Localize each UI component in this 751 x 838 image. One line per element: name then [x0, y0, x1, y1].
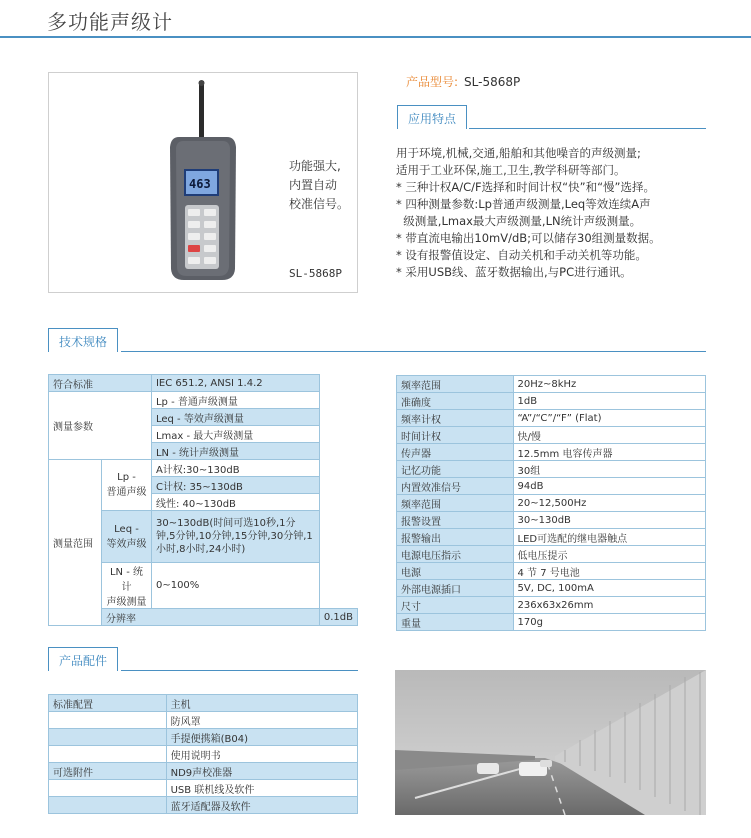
table-row [397, 597, 706, 614]
empty-cell [49, 746, 167, 763]
table-row [397, 461, 706, 478]
spec-label: 内置效准信号 [397, 478, 514, 495]
spec-label: 分辨率 [102, 609, 320, 626]
feature-line: * 采用USB线、蓝牙数据输出,与PC进行通讯。 [396, 265, 632, 279]
title-rule [0, 36, 751, 38]
spec-value: 0~100% [151, 563, 319, 609]
spec-label: 报警设置 [397, 512, 514, 529]
section-tab-accessories: 产品配件 [48, 647, 118, 671]
feature-line: 用于环境,机械,交通,船舶和其他噪音的声级测量; [396, 146, 641, 160]
section-tab-application: 应用特点 [397, 105, 467, 129]
table-row [397, 614, 706, 631]
spec-value: 20Hz~8kHz [513, 376, 705, 393]
table-row [49, 763, 358, 780]
section-rule [121, 670, 358, 671]
feature-line: * 带直流电输出10mV/dB;可以储存30组测量数据。 [396, 231, 661, 245]
spec-label: 符合标准 [49, 375, 152, 392]
spec-value: 4 节 7 号电池 [513, 563, 705, 580]
spec-value: 30~130dB [513, 512, 705, 529]
table-row [49, 712, 358, 729]
accessory-group-label: 可选附件 [49, 763, 167, 780]
spec-sublabel: Lp - 普通声级 [102, 460, 152, 511]
spec-value: 低电压提示 [513, 546, 705, 563]
table-row [397, 393, 706, 410]
caption-line: 功能强大, [289, 159, 341, 173]
empty-cell [49, 780, 167, 797]
accessory-item: 主机 [166, 695, 357, 712]
spec-value: Leq - 等效声级测量 [151, 409, 319, 426]
spec-label: 记忆功能 [397, 461, 514, 478]
spec-label: 传声器 [397, 444, 514, 461]
table-row [49, 375, 358, 392]
table-row [49, 780, 358, 797]
caption-line: 内置自动 [289, 178, 338, 192]
table-row [397, 512, 706, 529]
spec-label: 电源电压指示 [397, 546, 514, 563]
model-line [406, 73, 520, 90]
accessory-item: 手提便携箱(B04) [166, 729, 357, 746]
product-image-box [48, 72, 358, 293]
accessory-item: ND9声校准器 [166, 763, 357, 780]
meter-display-value: 463 [189, 177, 211, 191]
table-row [397, 529, 706, 546]
spec-sublabel: LN - 统计 声级测量 [102, 563, 152, 609]
product-box-model: SL-5868P [289, 267, 342, 280]
page-title: 多功能声级计 [47, 10, 173, 34]
feature-line: 适用于工业环保,施工,卫生,教学科研等部门。 [396, 163, 626, 177]
spec-value: LN - 统计声级测量 [151, 443, 319, 460]
accessory-group-label: 标准配置 [49, 695, 167, 712]
spec-value: 1dB [513, 393, 705, 410]
accessory-item: 蓝牙适配器及软件 [166, 797, 357, 814]
model-label: 产品型号: [406, 75, 459, 89]
spec-label: 报警输出 [397, 529, 514, 546]
spec-label: 测量范围 [49, 460, 102, 626]
spec-value: A计权:30~130dB [151, 460, 319, 477]
table-row [397, 563, 706, 580]
table-row [49, 460, 358, 477]
caption-line: 校准信号。 [289, 197, 350, 211]
spec-value: 30组 [513, 461, 705, 478]
spec-value: 0.1dB [319, 609, 357, 626]
accessory-item: 使用说明书 [166, 746, 357, 763]
spec-sublabel: Leq - 等效声级 [102, 511, 152, 563]
spec-label: 尺寸 [397, 597, 514, 614]
spec-value: “A”/“C”/“F” (Flat) [513, 410, 705, 427]
table-row [397, 478, 706, 495]
spec-label: 重量 [397, 614, 514, 631]
spec-value: 快/慢 [513, 427, 705, 444]
highway-noise-barrier-photo [395, 670, 706, 815]
table-row [49, 746, 358, 763]
spec-label: 测量参数 [49, 392, 152, 460]
feature-line: * 四种测量参数:Lp普通声级测量,Leq等效连续A声 [396, 197, 651, 211]
spec-value: 236x63x26mm [513, 597, 705, 614]
spec-value: 5V, DC, 100mA [513, 580, 705, 597]
empty-cell [49, 729, 167, 746]
table-row [397, 444, 706, 461]
spec-table-right [396, 375, 706, 631]
spec-label: 准确度 [397, 393, 514, 410]
empty-cell [49, 712, 167, 729]
table-row [397, 410, 706, 427]
table-row [397, 580, 706, 597]
spec-value: 94dB [513, 478, 705, 495]
spec-value: 30~130dB(时间可选10秒,1分钟,5分钟,10分钟,15分钟,30分钟,1小时,8小时,24小时) [151, 511, 319, 563]
feature-list [396, 145, 716, 281]
table-row [397, 427, 706, 444]
sound-level-meter-image [109, 73, 309, 292]
spec-value: 12.5mm 电容传声器 [513, 444, 705, 461]
accessories-table [48, 694, 358, 814]
spec-value: IEC 651.2, ANSI 1.4.2 [151, 375, 319, 392]
spec-value: Lp - 普通声级测量 [151, 392, 319, 409]
spec-label: 电源 [397, 563, 514, 580]
model-value: SL-5868P [464, 75, 521, 89]
spec-value: LED可选配的继电器触点 [513, 529, 705, 546]
accessory-item: USB 联机线及软件 [166, 780, 357, 797]
table-row [49, 695, 358, 712]
spec-label: 频率范围 [397, 495, 514, 512]
section-rule [121, 351, 706, 352]
spec-value: C计权: 35~130dB [151, 477, 319, 494]
table-row [49, 392, 358, 409]
table-row [397, 376, 706, 393]
table-row [49, 797, 358, 814]
spec-value: Lmax - 最大声级测量 [151, 426, 319, 443]
product-caption [289, 157, 349, 214]
section-tab-specs: 技术规格 [48, 328, 118, 352]
table-row [49, 729, 358, 746]
feature-line: 级测量,Lmax最大声级测量,LN统计声级测量。 [396, 214, 642, 228]
section-rule [469, 128, 706, 129]
spec-label: 频率范围 [397, 376, 514, 393]
table-row [397, 546, 706, 563]
feature-line: * 三种计权A/C/F选择和时间计权“快”和“慢”选择。 [396, 180, 655, 194]
table-row [397, 495, 706, 512]
accessory-item: 防风罩 [166, 712, 357, 729]
spec-label: 频率计权 [397, 410, 514, 427]
empty-cell [49, 797, 167, 814]
feature-line: * 设有报警值设定、自动关机和手动关机等功能。 [396, 248, 647, 262]
spec-value: 线性: 40~130dB [151, 494, 319, 511]
spec-table-left [48, 374, 358, 626]
spec-label: 时间计权 [397, 427, 514, 444]
spec-value: 20~12,500Hz [513, 495, 705, 512]
spec-value: 170g [513, 614, 705, 631]
spec-label: 外部电源插口 [397, 580, 514, 597]
